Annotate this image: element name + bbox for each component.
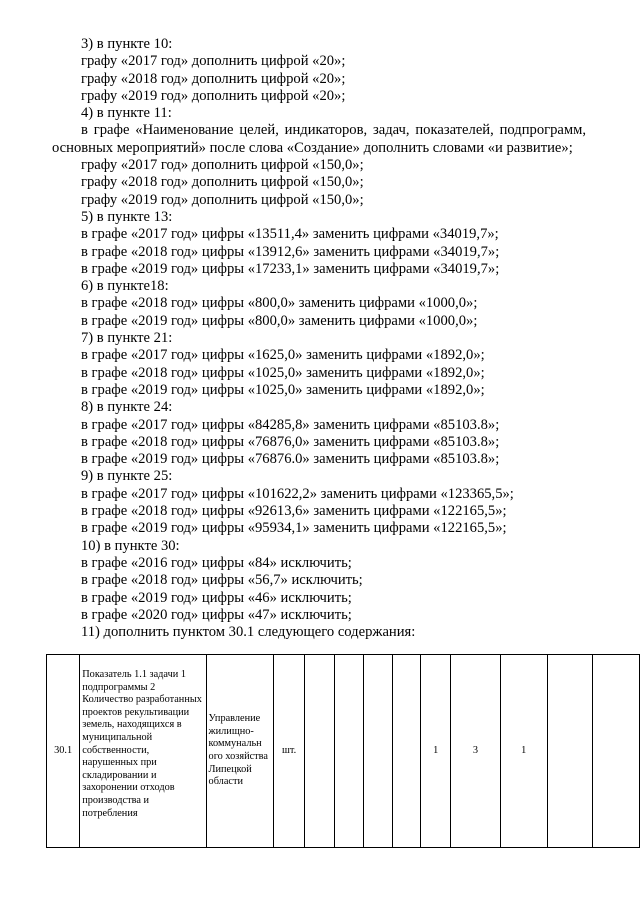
text-line: в графе «2018 год» цифры «800,0» заменить цифрами «1000,0»; (81, 295, 478, 312)
text-line: в графе «2020 год» цифры «47» исключить; (81, 606, 352, 623)
text-line: 3) в пункте 10: (81, 36, 173, 52)
text-line: 5) в пункте 13: (81, 208, 173, 225)
text-line: основных мероприятий» после слова «Создание» дополнить словами «и развитие»; (52, 139, 573, 156)
text-line: в графе «2018 год» цифры «56,7» исключить; (81, 572, 363, 589)
text-line: 10) в пункте 30: (81, 537, 180, 554)
text-line: в графе «2016 год» цифры «84» исключить; (81, 554, 352, 571)
text-line: в графе «Наименование целей, индикаторов, задач, показателей, подпрограмм, (81, 122, 586, 139)
indicator-cell: Показатель 1.1 задачи 1 подпрограммы 2 Количество разработанных проектов рекультивации земель, находящихся в муниципальной собственности, нарушенных при складировании и захоронении отходов производства и потребления (80, 655, 206, 848)
text-line: в графе «2019 год» цифры «46» исключить; (81, 589, 352, 606)
value-cell (334, 655, 364, 848)
text-line: в графе «2019 год» цифры «95934,1» заменить цифрами «122165,5»; (81, 520, 507, 537)
text-line: графу «2018 год» дополнить цифрой «20»; (81, 70, 346, 87)
value-cell (593, 655, 640, 848)
text-line: в графе «2018 год» цифры «92613,6» заменить цифрами «122165,5»; (81, 503, 507, 520)
text-line: 11) дополнить пунктом 30.1 следующего содержания: (81, 624, 416, 641)
text-line: графу «2019 год» дополнить цифрой «20»; (81, 87, 346, 104)
text-line: в графе «2019 год» цифры «800,0» заменить цифрами «1000,0»; (81, 312, 478, 329)
text-line: 7) в пункте 21: (81, 330, 173, 347)
text-line: в графе «2019 год» цифры «76876.0» заменить цифрами «85103.8»; (81, 451, 500, 468)
value-cell (305, 655, 335, 848)
text-line: 8) в пункте 24: (81, 399, 173, 416)
text-line: графу «2018 год» дополнить цифрой «150,0»; (81, 174, 364, 191)
text-line: графу «2017 год» дополнить цифрой «20»; (81, 53, 346, 70)
text-line: графу «2019 год» дополнить цифрой «150,0»; (81, 191, 364, 208)
amendment-table (46, 654, 640, 848)
text-line: в графе «2019 год» цифры «17233,1» заменить цифрами «34019,7»; (81, 260, 500, 277)
table-row (47, 655, 640, 848)
value-cell (392, 655, 421, 848)
value-cell: 1 (500, 655, 547, 848)
value-cell (364, 655, 393, 848)
text-line: 6) в пункте18: (81, 278, 169, 295)
amendment-text (0, 36, 640, 641)
text-line: в графе «2017 год» цифры «101622,2» заменить цифрами «123365,5»; (81, 485, 514, 502)
text-line: в графе «2019 год» цифры «1025,0» заменить цифрами «1892,0»; (81, 381, 485, 398)
text-line: 9) в пункте 25: (81, 468, 173, 485)
row-number-cell: 30.1 (47, 655, 80, 848)
text-line: в графе «2018 год» цифры «76876,0» заменить цифрами «85103.8»; (81, 433, 500, 450)
value-cell: 3 (451, 655, 501, 848)
value-cell (547, 655, 593, 848)
text-line: в графе «2018 год» цифры «1025,0» заменить цифрами «1892,0»; (81, 364, 485, 381)
text-line: 4) в пункте 11: (81, 105, 172, 122)
text-line: в графе «2017 год» цифры «13511,4» заменить цифрами «34019,7»; (81, 226, 499, 243)
responsible-cell: Управление жилищно-коммунальн ого хозяйства Липецкой области (206, 655, 274, 848)
text-line: в графе «2017 год» цифры «84285,8» заменить цифрами «85103.8»; (81, 416, 500, 433)
unit-cell: шт. (274, 655, 305, 848)
text-line: графу «2017 год» дополнить цифрой «150,0»; (81, 157, 364, 174)
value-cell: 1 (421, 655, 451, 848)
text-line: в графе «2017 год» цифры «1625,0» заменить цифрами «1892,0»; (81, 347, 485, 364)
text-line: в графе «2018 год» цифры «13912,6» заменить цифрами «34019,7»; (81, 243, 500, 260)
